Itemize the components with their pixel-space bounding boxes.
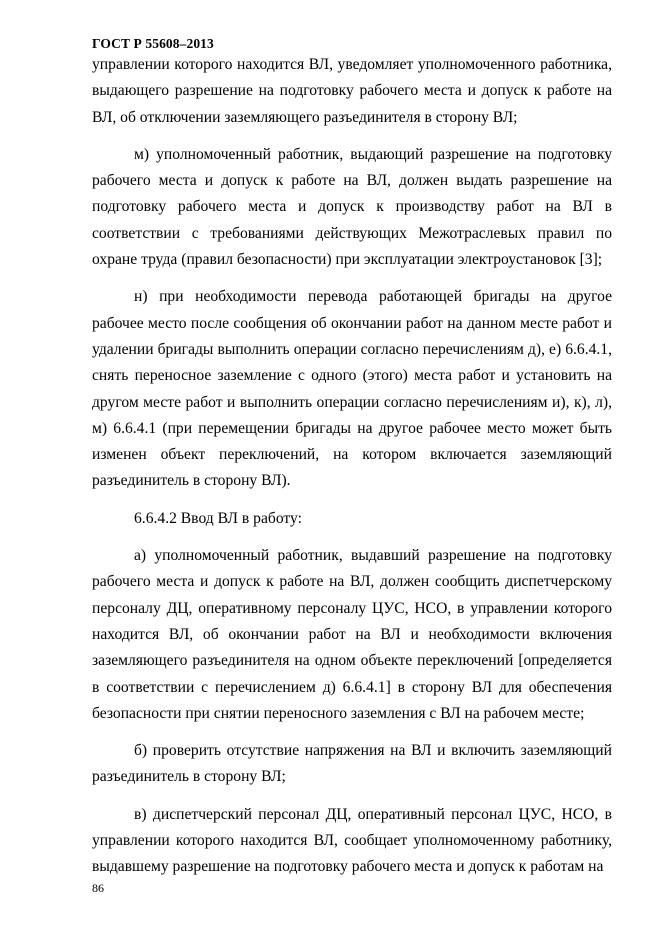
- page-number: 86: [92, 881, 104, 895]
- paragraph-item-a: а) уполномоченный работник, выдавший разрешение на подготовку рабочего места и допуск к работе на ВЛ, должен сообщить диспетчерскому персоналу ДЦ, оперативному персоналу ЦУС, НСО, в управлении которого находится ВЛ, об окончании работ на ВЛ и необходимости включения заземляющего разъединителя на одном объекте переключений [определяется в соответствии с перечислением д) 6.6.4.1] в сторону ВЛ для обеспечения безопасности при снятии переносного заземления с ВЛ на рабочем месте;: [92, 547, 612, 722]
- paragraph-continuation: управлении которого находится ВЛ, уведомляет уполномоченного работника, выдающего разрешение на подготовку рабочего места и допуск к работе на ВЛ, об отключении заземляющего разъединителя в сторону ВЛ;: [92, 56, 612, 126]
- paragraph-item-n: н) при необходимости перевода работающей бригады на другое рабочее место после сообщения об окончании работ на данном месте работ и удалении бригады выполнить операции согласно перечислениям д), е) 6.6.4.1, снять переносное заземление с одного (этого) места работ и установить на другом месте работ и выполнить операции согласно перечислениям и), к), л), м) 6.6.4.1 (при перемещении бригады на другое рабочее место может быть изменен объект переключений, на котором включается заземляющий разъединитель в сторону ВЛ).: [92, 288, 612, 490]
- section-heading-6-6-4-2: 6.6.4.2 Ввод ВЛ в работу:: [134, 509, 302, 527]
- paragraph-item-b: б) проверить отсутствие напряжения на ВЛ и включить заземляющий разъединитель в сторону ВЛ;: [92, 742, 612, 786]
- standard-header: ГОСТ Р 55608–2013: [92, 36, 214, 51]
- paragraph-item-v: в) диспетчерский персонал ДЦ, оперативный персонал ЦУС, НСО, в управлении которого находится ВЛ, сообщает уполномоченному работнику, выдавшему разрешение на подготовку рабочего места и допуск к работам на: [92, 805, 612, 876]
- paragraph-item-m: м) уполномоченный работник, выдающий разрешение на подготовку рабочего места и допуск к работе на ВЛ, должен выдать разрешение на подготовку рабочего места и допуск к производству работ на ВЛ в соответствии с требованиями действующих Межотраслевых правил по охране труда (правил безопасности) при эксплуатации электроустановок [3];: [92, 145, 612, 269]
- document-body: [92, 52, 612, 881]
